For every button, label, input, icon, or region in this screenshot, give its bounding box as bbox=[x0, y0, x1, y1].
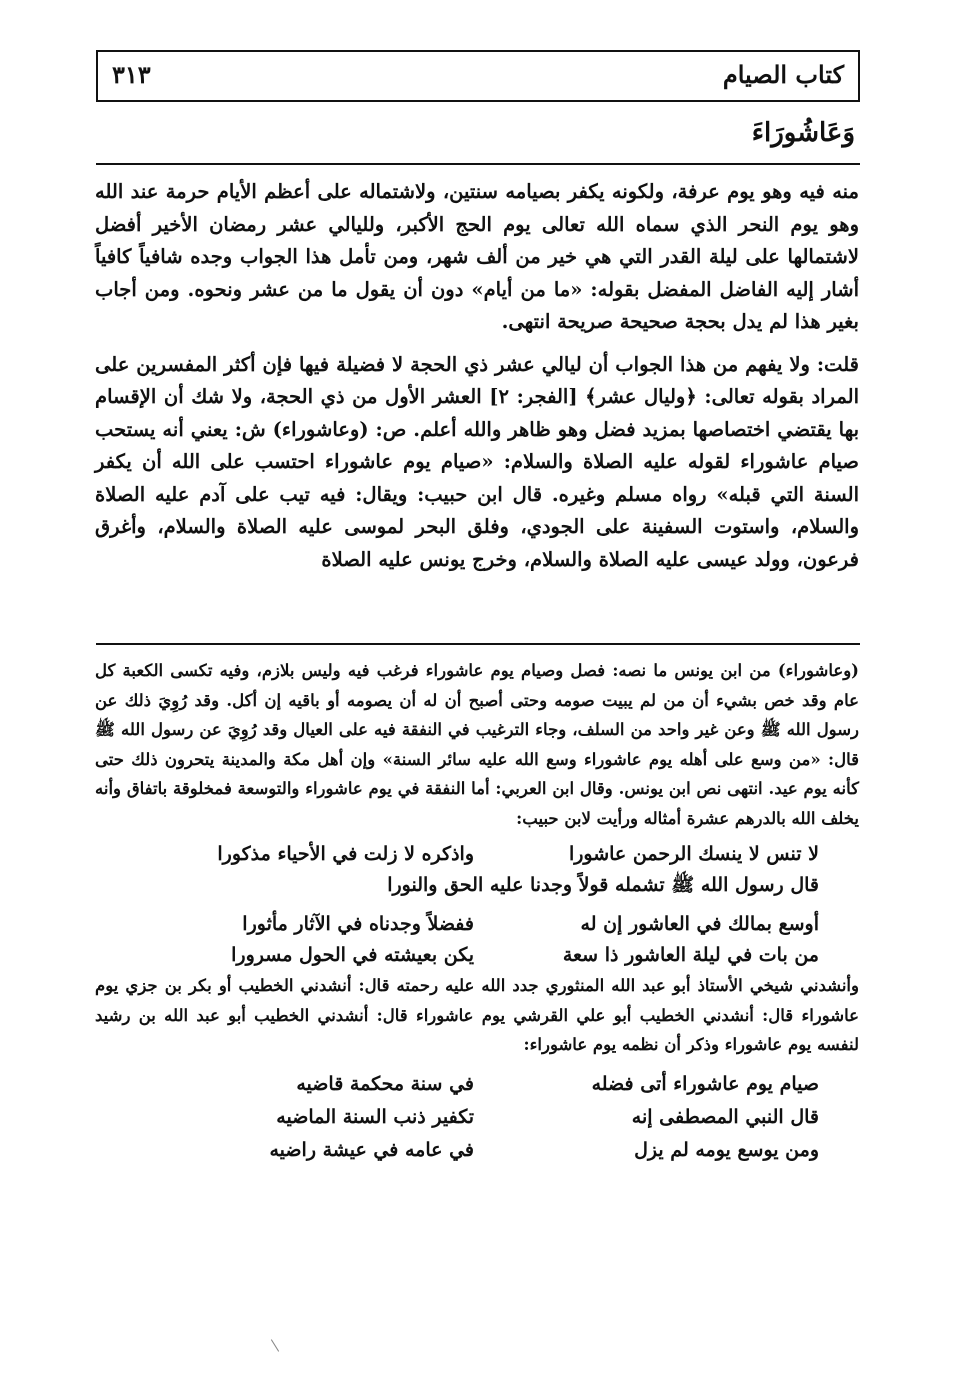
verse-second-hemistich: في عامه في عيشة راضيه bbox=[269, 1138, 474, 1161]
verse-line bbox=[139, 909, 819, 940]
verse-first-hemistich: صيام يوم عاشوراء أتى فضله bbox=[591, 1072, 819, 1095]
verse-second-hemistich: واذكره لا زلت في الأحياء مذكورا bbox=[217, 843, 474, 865]
verse-line bbox=[139, 940, 819, 971]
verse-line bbox=[139, 839, 819, 870]
verse-first-hemistich: أوسع بمالك في العاشور إن له bbox=[580, 913, 819, 935]
verse-line bbox=[139, 1101, 819, 1134]
verse-first-hemistich: ومن يوسع يومه لم يزل bbox=[634, 1138, 819, 1161]
verse-second-hemistich: ففضلاً وجدناه في الآثار مأثورا bbox=[242, 913, 474, 935]
verse-line bbox=[139, 1068, 819, 1101]
poem-ibn-habib bbox=[95, 839, 859, 971]
page-header bbox=[96, 50, 860, 102]
commentary bbox=[95, 176, 859, 576]
footnotes bbox=[95, 656, 859, 1167]
commentary-paragraph: قلت: ولا يفهم من هذا الجواب أن ليالي عشر ذي الحجة لا فضيلة فيها فإن أكثر المفسرين على المراد بقوله تعالى: ﴿وليال عشر﴾ [الفجر: ٢] العشر الأول من ذي الحجة، ولا شك أن الإقسام بها يقتضي اختصاصها بمزيد فضل وهو ظاهر والله أعلم. ص: (وعاشوراء) ش: يعني أنه يستحب صيام عاشوراء لقوله عليه الصلاة والسلام: «صيام يوم عاشوراء احتسب على الله أن يكفر السنة التي قبله» رواه مسلم وغيره. قال ابن حبيب: ويقال: فيه تيب على آدم عليه الصلاة والسلام، واستوت السفينة على الجودي، وفلق البحر لموسى عليه الصلاة والسلام، وأغرق فرعون، وولد عيسى عليه الصلاة والسلام، وخرج يونس عليه الصلاة bbox=[95, 352, 859, 571]
verse-full-line: قال رسول الله ﷺ تشمله قولاً وجدنا عليه الحق والنورا bbox=[387, 874, 819, 896]
footnote-paragraph: (وعاشوراء) من ابن يونس ما نصه: فصل وصيام يوم عاشوراء فرغب فيه وليس بلازم، وفيه تكسى الكعبة كل عام وقد خص بشيء أن من لم يبيت صومه وحتى أصبح أن له أن يصومه أو باقيه إن أكل. وقد رُوِيَ ذلك عن رسول الله ﷺ وعن غير واحد من السلف، وجاء الترغيب في النفقة فيه على العيال وقد رُوِيَ عن رسول الله ﷺ قال: «من وسع على أهله يوم عاشوراء وسع الله عليه سائر السنة» وإن أهل مكة والمدينة يتحرون ذلك حتى كأنه يوم عيد. انتهى نص ابن يونس. وقال ابن العربي: أما النفقة في يوم عاشوراء والتوسعة فمخلوقة باتفاق وأنه يخلف الله بالدرهم عشرة أمثاله ورأيت لابن حبيب: bbox=[95, 661, 859, 828]
top-divider bbox=[96, 163, 860, 165]
footnote-paragraph: وأنشدني شيخي الأستاذ أبو عبد الله المنثوري جدد الله عليه رحمته قال: أنشدني الخطيب أو بكر بن جزي يوم عاشوراء قال: أنشدني الخطيب أبو علي القرشي يوم عاشوراء قال: أنشدني الخطيب أبو عبد الله بن رشيد لنفسه يوم عاشوراء وذكر أن نظمه يوم عاشوراء: bbox=[95, 976, 859, 1054]
verse-line bbox=[139, 1134, 819, 1167]
page-number: ٣١٣ bbox=[112, 60, 151, 89]
chapter-title: كتاب الصيام bbox=[722, 60, 844, 89]
verse-first-hemistich: من بات في ليلة العاشور ذا سعة bbox=[562, 944, 819, 966]
matn-text: وَعَاشُورَاءَ bbox=[751, 118, 855, 148]
verse-first-hemistich: لا تنس لا ينسك الرحمن عاشورا bbox=[568, 843, 819, 865]
verse-line bbox=[139, 870, 819, 901]
verse-first-hemistich: قال النبي المصطفى إنه bbox=[631, 1105, 819, 1128]
footnote-divider bbox=[96, 643, 860, 645]
commentary-paragraph: منه فيه وهو يوم عرفة، ولكونه يكفر بصيامه سنتين، ولاشتماله على أعظم الأيام حرمة عند الله وهو يوم النحر الذي سماه الله تعالى يوم الحج الأكبر، ولليالي عشر رمضان الأخير أفضل لاشتمالها على ليلة القدر التي هي خير من ألف شهر، ومن تأمل هذا الجواب وجده شافياً كافياً أشار إليه الفاضل المفضل بقوله: «ما من أيام» دون أن يقول ما من عشر ونحوه. ومن أجاب بغير هذا لم يدل بحجة صحيحة صريحة انتهى. bbox=[95, 180, 859, 333]
scan-speck bbox=[271, 1339, 279, 1351]
poem-ibn-rushayd bbox=[95, 1068, 859, 1167]
verse-second-hemistich: تكفير ذنب السنة الماضيه bbox=[276, 1105, 474, 1128]
verse-second-hemistich: في سنة محكمة قاضيه bbox=[296, 1072, 474, 1095]
verse-second-hemistich: يكن بعيشته في الحول مسرورا bbox=[231, 944, 474, 966]
